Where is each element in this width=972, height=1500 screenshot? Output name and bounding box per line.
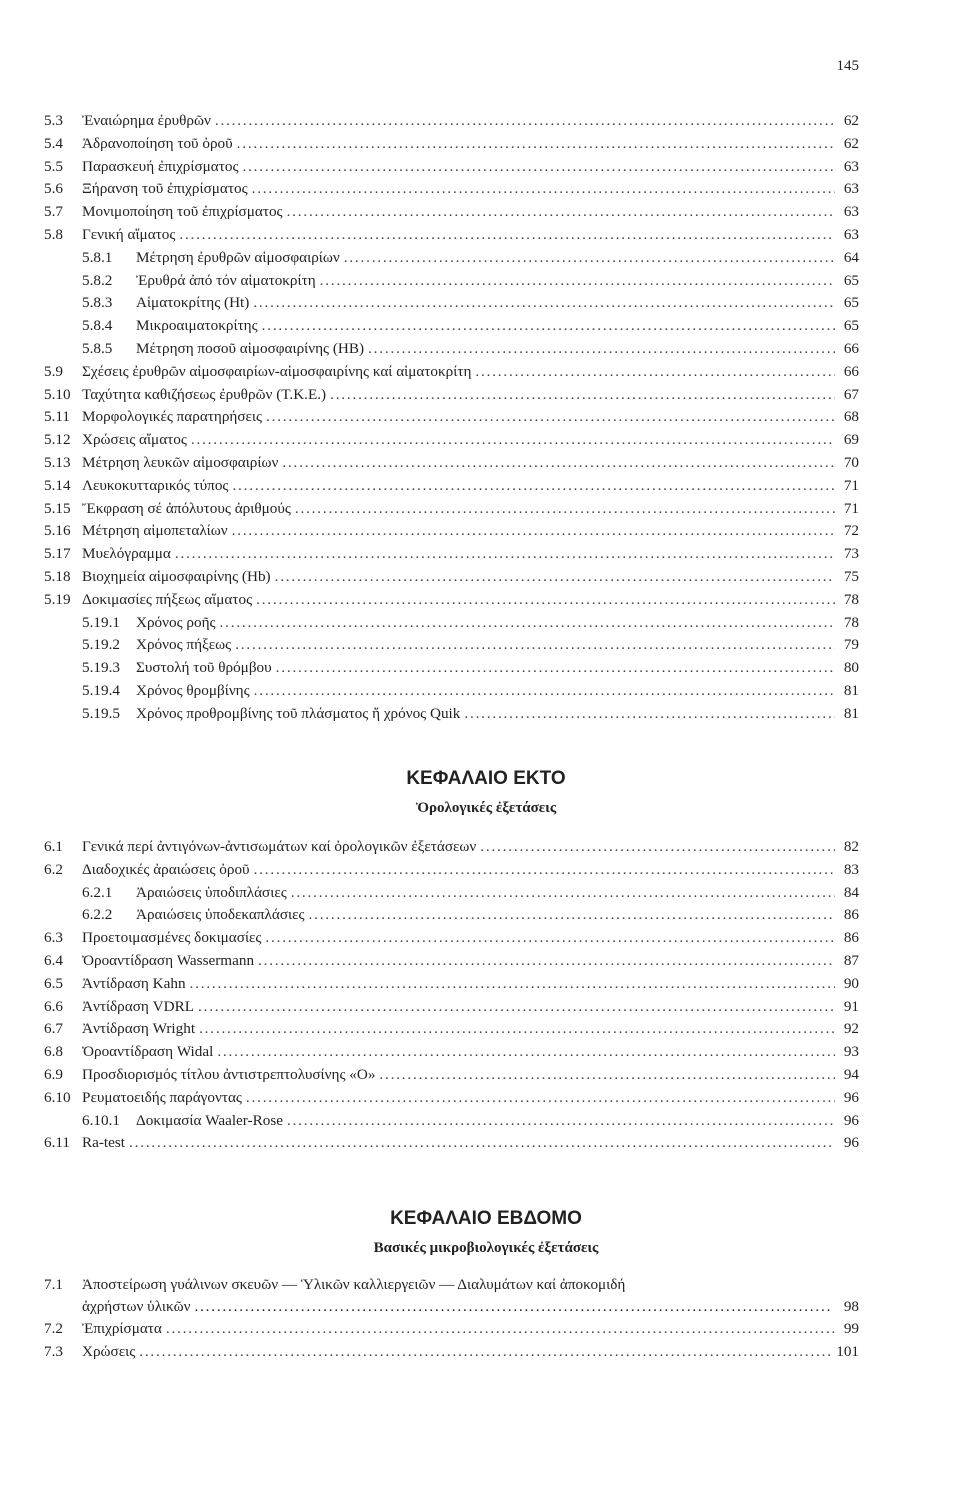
entry-page: 68 [843, 408, 859, 426]
entry-page: 94 [843, 1065, 859, 1083]
entry-title: Ἐρυθρά ἀπό τόν αἱματοκρίτη [136, 271, 316, 289]
dot-leader [237, 135, 835, 153]
entry-title: Ἀντίδραση Kahn [82, 974, 186, 992]
toc-entry[interactable] [44, 614, 859, 637]
dot-leader [139, 1343, 832, 1361]
entry-page: 67 [843, 385, 859, 403]
entry-number: 5.15 [44, 499, 71, 517]
chapter-subtitle: Ὀρολογικές ἐξετάσεις [415, 800, 557, 816]
toc-entry[interactable] [44, 705, 859, 728]
dot-leader [190, 975, 835, 993]
toc-entry[interactable] [44, 249, 859, 272]
entry-title: Δοκιμασίες πήξεως αἵματος [82, 590, 253, 608]
dot-leader [480, 838, 835, 856]
entry-number: 7.1 [44, 1276, 63, 1293]
dot-leader [235, 636, 835, 654]
entry-page: 82 [843, 838, 859, 855]
chapter-6-heading [0, 768, 972, 817]
entry-title: Γενική αἵματος [82, 225, 176, 243]
chapter-7-heading [0, 1208, 972, 1257]
entry-page: 81 [843, 704, 859, 722]
dot-leader [464, 705, 835, 723]
entry-page: 63 [843, 225, 859, 243]
entry-page: 62 [843, 112, 859, 129]
toc-entry[interactable] [44, 568, 859, 591]
entry-title: Μικροαιματοκρίτης [136, 317, 258, 335]
entry-number: 6.11 [44, 1134, 71, 1152]
entry-page: 96 [843, 1088, 859, 1106]
entry-number: 6.1 [44, 838, 63, 855]
entry-number: 6.3 [44, 929, 63, 947]
entry-number: 5.13 [44, 453, 71, 471]
toc-entry[interactable] [44, 158, 859, 181]
entry-number: 5.19 [44, 590, 71, 608]
entry-number: 5.8.1 [82, 248, 113, 266]
dot-leader [276, 659, 835, 677]
toc-entry[interactable] [44, 317, 859, 340]
entry-title: Λευκοκυτταρικός τύπος [82, 476, 229, 494]
toc-entry[interactable] [44, 180, 859, 203]
entry-title: Αἱματοκρίτης (Ht) [136, 294, 250, 312]
dot-leader [198, 998, 835, 1016]
entry-number: 6.8 [44, 1043, 63, 1061]
entry-number: 5.19.4 [82, 681, 120, 699]
entry-number: 5.17 [44, 545, 71, 563]
entry-title: Σχέσεις ἐρυθρῶν αἱμοσφαιρίων-αἱμοσφαιρίνης καί αἱματοκρίτη [82, 362, 472, 380]
entry-number: 5.8.3 [82, 294, 113, 312]
entry-number: 5.6 [44, 180, 63, 198]
toc-entry[interactable] [44, 454, 859, 477]
entry-title: Ὀροαντίδραση Wassermann [82, 951, 255, 969]
dot-leader [232, 522, 835, 540]
toc-entry[interactable] [44, 1066, 859, 1089]
entry-page: 93 [843, 1043, 859, 1061]
dot-leader [217, 1043, 835, 1061]
entry-number: 5.8.5 [82, 339, 113, 357]
entry-number: 5.12 [44, 431, 71, 449]
dot-leader [254, 861, 835, 879]
entry-number: 5.18 [44, 567, 71, 585]
entry-title: Ra-test [82, 1134, 126, 1152]
toc-entry[interactable] [44, 500, 859, 523]
toc-entry[interactable] [44, 363, 859, 386]
entry-title: Χρόνος προθρομβίνης τοῦ πλάσματος ἤ χρόνος Quik [136, 704, 461, 722]
entry-page: 80 [843, 659, 859, 677]
toc-entry[interactable] [44, 340, 859, 363]
entry-page: 63 [843, 203, 859, 221]
entry-title: Βιοχημεία αἱμοσφαιρίνης (Hb) [82, 567, 271, 585]
chapter-title: ΚΕΦΑΛΑΙΟ ΕΒΔΟΜΟ [390, 1208, 582, 1229]
entry-page: 63 [843, 157, 859, 175]
dot-leader [129, 1134, 835, 1152]
entry-number: 6.6 [44, 997, 63, 1015]
entry-page: 86 [843, 906, 859, 924]
entry-number: 6.9 [44, 1065, 63, 1083]
entry-number: 5.8.2 [82, 271, 113, 289]
toc-entry[interactable] [44, 998, 859, 1021]
entry-page: 92 [843, 1020, 859, 1038]
toc-entry[interactable] [44, 272, 859, 295]
entry-page: 98 [843, 1298, 859, 1315]
entry-page: 66 [843, 339, 859, 357]
entry-page: 66 [843, 362, 859, 380]
toc-entry[interactable] [44, 135, 859, 158]
dot-leader [309, 906, 836, 924]
dot-leader [253, 294, 835, 312]
entry-page: 79 [843, 636, 859, 654]
dot-leader [344, 249, 835, 267]
entry-page: 64 [843, 248, 859, 266]
entry-title: Ξήρανση τοῦ ἐπιχρίσματος [82, 180, 248, 198]
dot-leader [242, 158, 835, 176]
toc-entry[interactable] [44, 952, 859, 975]
entry-page: 70 [843, 453, 859, 471]
dot-leader [330, 386, 835, 404]
entry-title: Μυελόγραμμα [82, 545, 171, 563]
toc-entry[interactable] [44, 929, 859, 952]
entry-number: 5.4 [44, 134, 63, 152]
toc-entry[interactable] [44, 1112, 859, 1135]
entry-title: Ἀποστείρωση γυάλινων σκευῶν — Ὑλικῶν καλλιεργειῶν — Διαλυμάτων καί ἀποκομιδή [82, 1276, 626, 1293]
entry-title: Ἀντίδραση VDRL [82, 997, 194, 1015]
entry-page: 81 [843, 681, 859, 699]
toc-entry[interactable] [44, 636, 859, 659]
entry-number: 7.3 [44, 1342, 63, 1360]
entry-number: 6.4 [44, 951, 63, 969]
toc-entry[interactable] [44, 861, 859, 884]
entry-title: Μέτρηση ποσοῦ αἱμοσφαιρίνης (HB) [136, 339, 365, 357]
entry-page: 75 [843, 567, 859, 585]
entry-title: Ἐπιχρίσματα [82, 1320, 162, 1337]
entry-number: 6.5 [44, 974, 63, 992]
entry-number: 6.2.1 [82, 883, 113, 901]
entry-number: 5.14 [44, 476, 71, 494]
dot-leader [199, 1020, 835, 1038]
entry-page: 72 [843, 522, 859, 540]
entry-title: Μονιμοποίηση τοῦ ἐπιχρίσματος [82, 203, 283, 221]
entry-number: 5.19.5 [82, 704, 120, 722]
entry-title: Ἀντίδραση Wright [82, 1020, 196, 1038]
toc-entry[interactable] [44, 477, 859, 500]
entry-title: Μέτρηση ἐρυθρῶν αἱμοσφαιρίων [136, 248, 340, 266]
entry-page: 87 [843, 951, 859, 969]
entry-page: 78 [843, 590, 859, 608]
entry-title: Μέτρηση λευκῶν αἱμοσφαιρίων [82, 453, 279, 471]
toc-entry[interactable] [44, 386, 859, 409]
toc-entry[interactable] [44, 545, 859, 568]
dot-leader [252, 180, 835, 198]
entry-page: 65 [843, 317, 859, 335]
entry-title: Προσδιορισμός τίτλου ἀντιστρεπτολυσίνης «Ο» [82, 1065, 376, 1083]
entry-title: Ἀραιώσεις ὑποδιπλάσιες [136, 883, 287, 901]
entry-title: Μορφολογικές παρατηρήσεις [82, 408, 263, 426]
entry-title: Συστολή τοῦ θρόμβου [136, 659, 272, 677]
dot-leader [475, 363, 835, 381]
entry-page: 96 [843, 1134, 859, 1152]
toc-entry[interactable] [44, 294, 859, 317]
toc-entry[interactable] [44, 1134, 859, 1157]
dot-leader [275, 568, 835, 586]
chapter-title: ΚΕΦΑΛΑΙΟ ΕΚΤΟ [406, 768, 566, 789]
entry-title: Γενικά περί ἀντιγόνων-ἀντισωμάτων καί ὀρολογικῶν ἐξετάσεων [82, 838, 477, 855]
entry-title: Προετοιμασμένες δοκιμασίες [82, 929, 262, 947]
dot-leader [379, 1066, 835, 1084]
dot-leader [291, 884, 835, 902]
entry-number: 5.10 [44, 385, 71, 403]
entry-title: Ἐναιώρημα ἐρυθρῶν [82, 112, 211, 129]
entry-title: Χρόνος πήξεως [136, 636, 232, 654]
toc-entry[interactable] [44, 1043, 859, 1066]
entry-page: 73 [843, 545, 859, 563]
toc-entry[interactable] [44, 1020, 859, 1043]
toc-entry[interactable] [44, 682, 859, 705]
toc-entry[interactable] [44, 591, 859, 614]
toc-entry[interactable] [44, 1320, 859, 1343]
entry-number: 5.19.2 [82, 636, 120, 654]
entry-page: 78 [843, 613, 859, 631]
dot-leader [246, 1089, 835, 1107]
dot-leader [166, 1320, 835, 1338]
entry-page: 62 [843, 134, 859, 152]
entry-page: 86 [843, 929, 859, 947]
dot-leader [175, 545, 835, 563]
dot-leader [368, 340, 835, 358]
dot-leader [194, 1298, 839, 1316]
toc-entry[interactable] [44, 884, 859, 907]
dot-leader [220, 614, 835, 632]
toc-entry[interactable] [44, 522, 859, 545]
toc-section-5 [44, 112, 859, 728]
entry-title-continued: ἀχρήστων ὑλικῶν [82, 1298, 191, 1315]
entry-page: 96 [843, 1111, 859, 1129]
dot-leader [215, 112, 835, 130]
dot-leader [179, 226, 835, 244]
entry-title: Ρευματοειδής παράγοντας [82, 1088, 242, 1106]
toc-entry[interactable] [44, 659, 859, 682]
entry-number: 5.16 [44, 522, 71, 540]
entry-number: 6.10 [44, 1088, 71, 1106]
dot-leader [254, 682, 835, 700]
entry-number: 6.2 [44, 860, 63, 878]
dot-leader [295, 500, 835, 518]
entry-page: 65 [843, 271, 859, 289]
entry-title: Ἀδρανοποίηση τοῦ ὀροῦ [82, 134, 233, 152]
toc-entry[interactable] [44, 408, 859, 431]
toc-entry[interactable] [44, 838, 859, 861]
toc-entry[interactable] [44, 226, 859, 249]
entry-title: Χρόνος θρομβίνης [136, 681, 250, 699]
entry-title: Ταχύτητα καθιζήσεως ἐρυθρῶν (Τ.Κ.Ε.) [82, 385, 327, 403]
toc-entry[interactable] [44, 1276, 859, 1320]
entry-title: Χρώσεις [82, 1342, 136, 1360]
entry-page: 90 [843, 974, 859, 992]
entry-page: 99 [843, 1320, 859, 1337]
entry-number: 5.7 [44, 203, 63, 221]
dot-leader [265, 929, 835, 947]
entry-number: 6.7 [44, 1020, 63, 1038]
dot-leader [282, 454, 835, 472]
entry-number: 5.8.4 [82, 317, 113, 335]
toc-entry[interactable] [44, 112, 859, 135]
toc-entry[interactable] [44, 203, 859, 226]
toc-entry[interactable] [44, 975, 859, 998]
entry-number: 5.3 [44, 112, 63, 129]
entry-page: 65 [843, 294, 859, 312]
entry-page: 69 [843, 431, 859, 449]
toc-entry[interactable] [44, 431, 859, 454]
dot-leader [266, 408, 835, 426]
entry-page: 91 [843, 997, 859, 1015]
entry-title: Διαδοχικές ἀραιώσεις ὀροῦ [82, 860, 250, 878]
entry-number: 5.5 [44, 157, 63, 175]
entry-number: 5.19.1 [82, 613, 120, 631]
entry-number: 5.19.3 [82, 659, 120, 677]
entry-page: 83 [843, 860, 859, 878]
page-number: 145 [836, 58, 859, 74]
entry-title: Ἔκφραση σέ ἀπόλυτους ἀριθμούς [82, 499, 291, 517]
entry-page: 71 [843, 499, 859, 517]
entry-number: 5.11 [44, 408, 71, 426]
entry-number: 5.8 [44, 225, 63, 243]
entry-number: 7.2 [44, 1320, 63, 1337]
dot-leader [287, 203, 835, 221]
dot-leader [256, 591, 835, 609]
entry-page: 63 [843, 180, 859, 198]
entry-page: 71 [843, 476, 859, 494]
entry-title: Μέτρηση αἱμοπεταλίων [82, 522, 228, 540]
entry-title: Χρόνος ροῆς [136, 613, 216, 631]
entry-title: Χρώσεις αἵματος [82, 431, 187, 449]
entry-number: 6.10.1 [82, 1111, 120, 1129]
toc-entry[interactable] [44, 1343, 859, 1366]
entry-page: 84 [843, 883, 859, 901]
chapter-subtitle: Βασικές μικροβιολογικές ἐξετάσεις [373, 1240, 599, 1256]
dot-leader [320, 272, 835, 290]
entry-title: Παρασκευή ἐπιχρίσματος [82, 157, 239, 175]
entry-title: Δοκιμασία Waaler-Rose [136, 1111, 283, 1129]
entry-page: 101 [836, 1342, 859, 1360]
dot-leader [191, 431, 835, 449]
toc-entry[interactable] [44, 906, 859, 929]
dot-leader [258, 952, 835, 970]
entry-number: 6.2.2 [82, 906, 113, 924]
dot-leader [287, 1112, 835, 1130]
dot-leader [232, 477, 835, 495]
toc-chapter-7 [44, 1276, 859, 1366]
toc-chapter-6 [44, 838, 859, 1157]
entry-title: Ὀροαντίδραση Widal [82, 1043, 214, 1061]
dot-leader [262, 317, 835, 335]
toc-entry[interactable] [44, 1089, 859, 1112]
entry-title: Ἀραιώσεις ὑποδεκαπλάσιες [136, 906, 305, 924]
entry-number: 5.9 [44, 362, 63, 380]
